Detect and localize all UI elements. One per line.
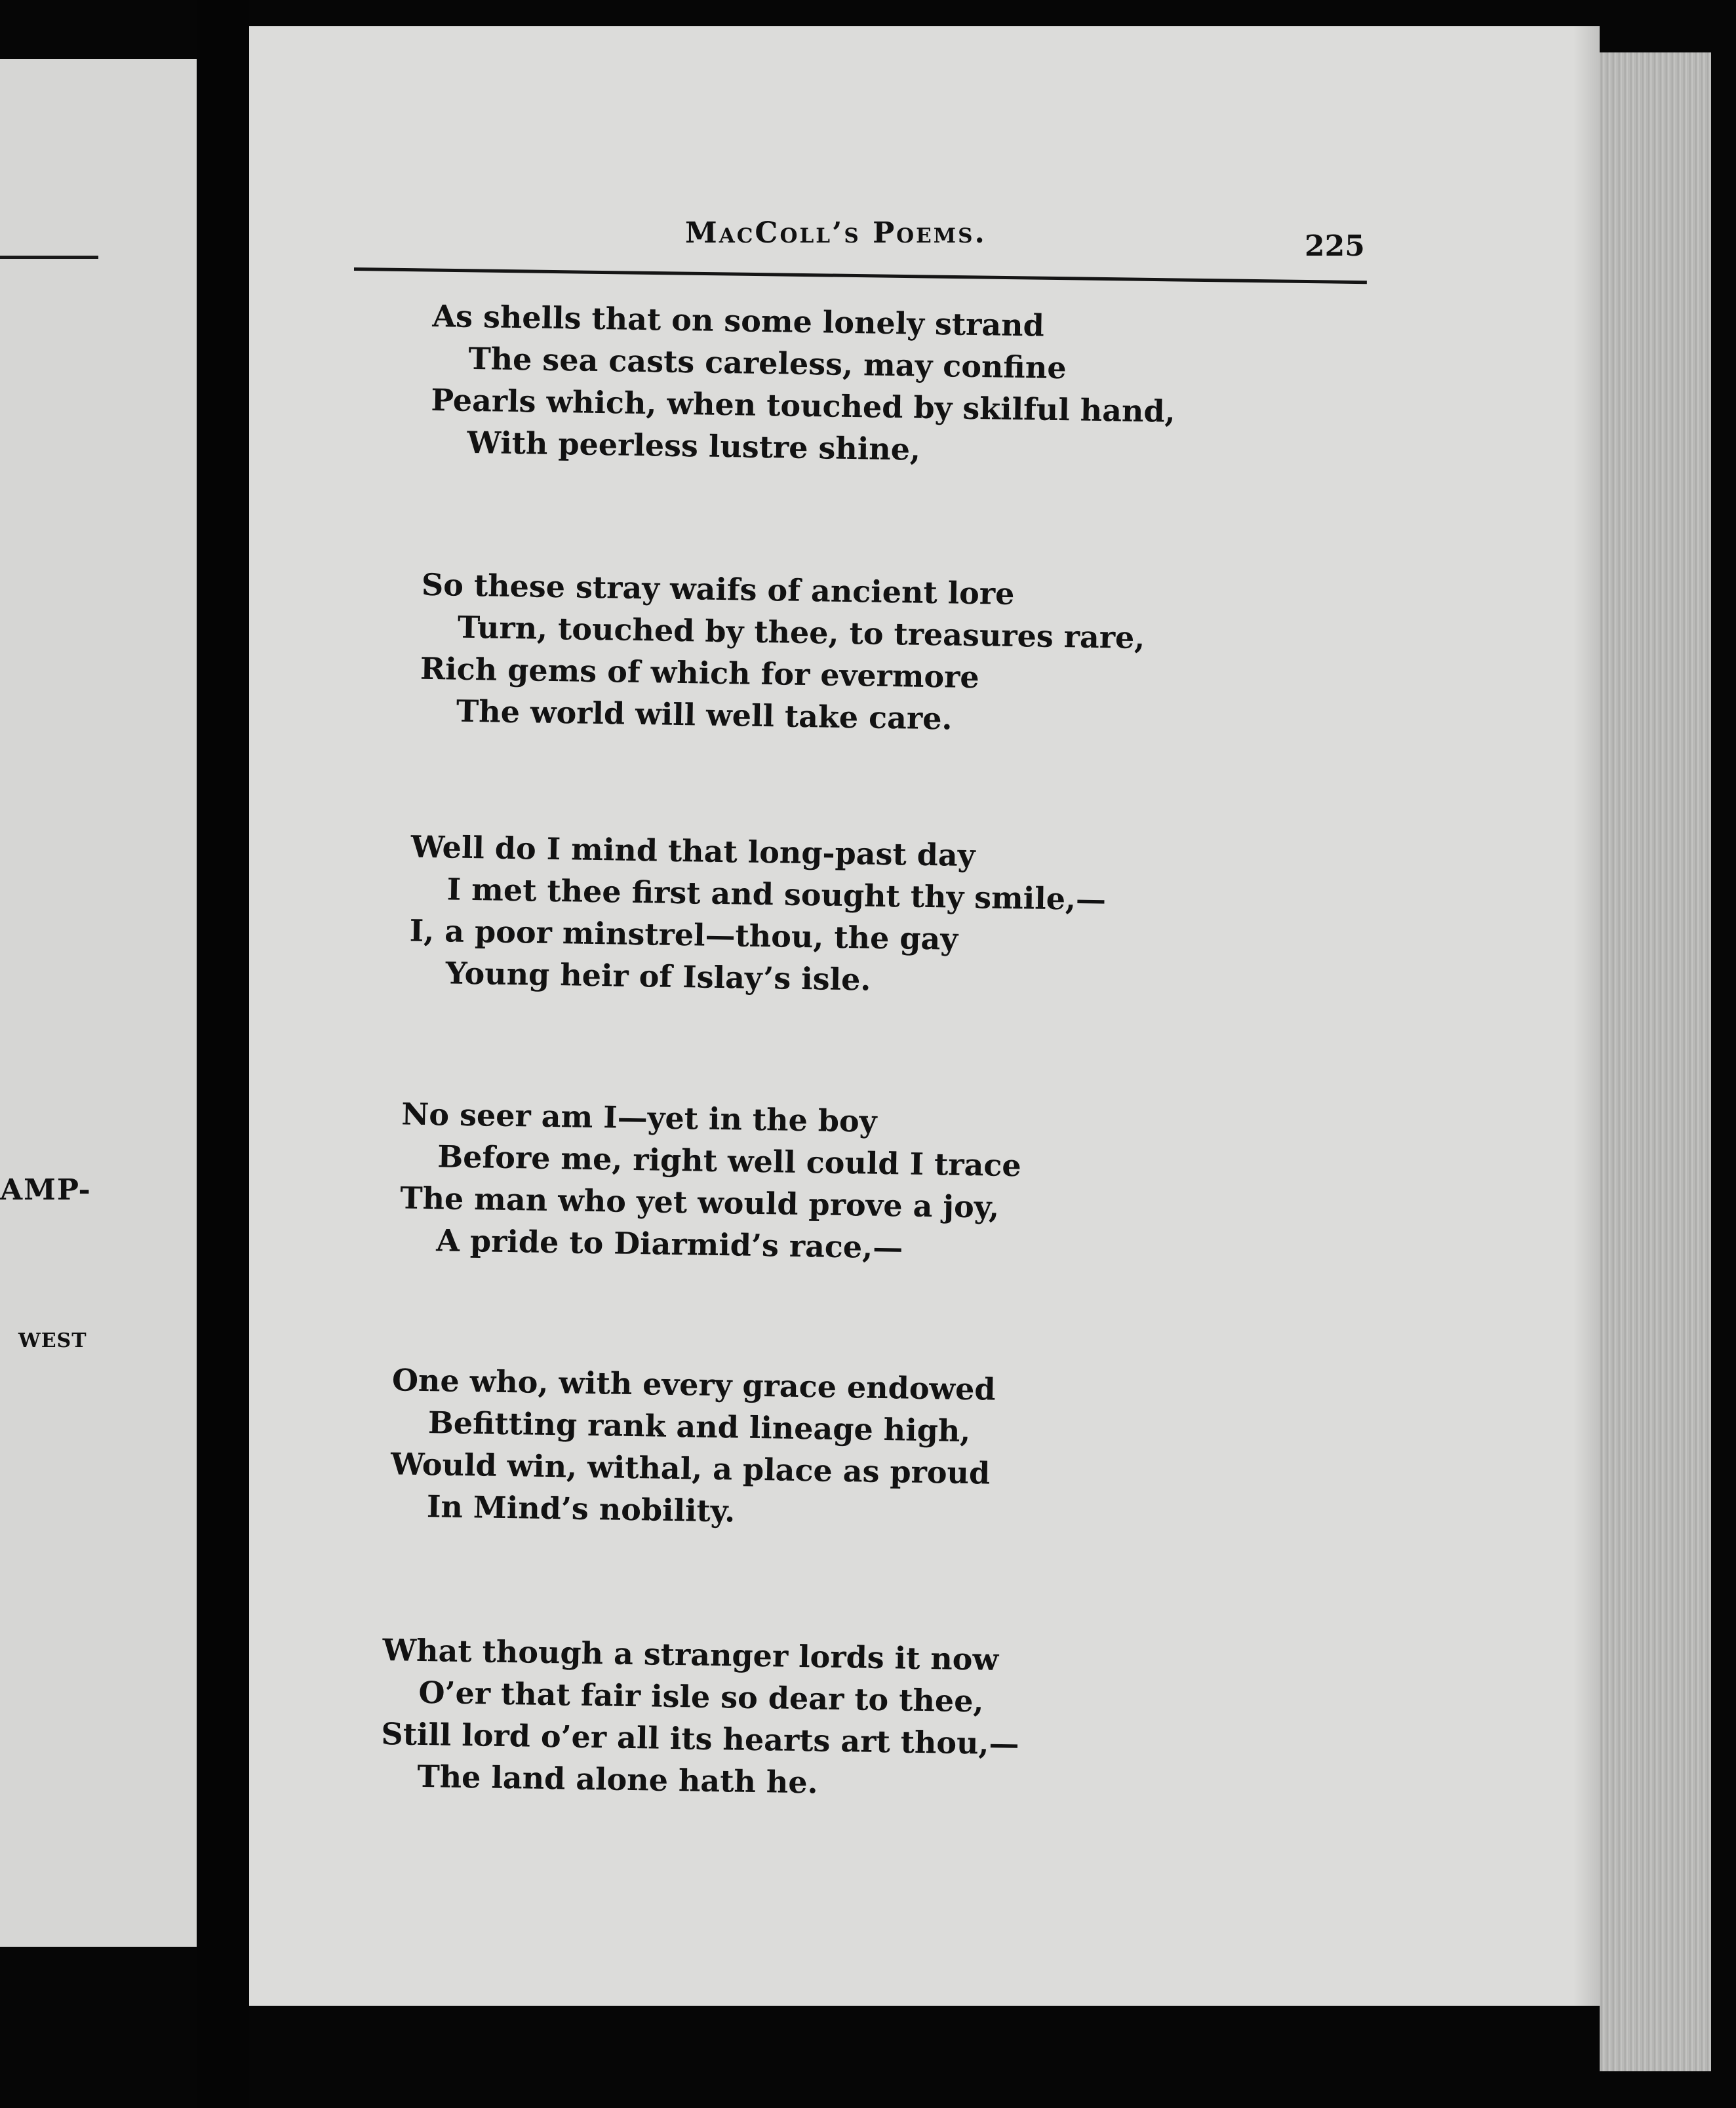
poem-line: Still lord o’er all its hearts art thou,— [381, 1716, 1019, 1762]
poem-line: I met thee first and sought thy smile,— [446, 871, 1107, 918]
poem-line: Pearls which, when touched by skilful hand, [431, 381, 1176, 429]
poem-line: O’er that fair isle so dear to thee, [418, 1674, 984, 1719]
stanza [420, 564, 1146, 743]
poem-line: So these stray waifs of ancient lore [421, 566, 1015, 612]
stanza [380, 1629, 1021, 1806]
poem-line: No seer am I—yet in the boy [401, 1096, 877, 1139]
poem-line: A pride to Diarmid’s race,— [435, 1222, 903, 1266]
poem-line: Befitting rank and lineage high, [427, 1405, 971, 1449]
left-page-rule [0, 256, 98, 259]
poem-line: Would win, withal, a place as proud [390, 1446, 991, 1491]
stanza [408, 826, 1107, 1005]
poem-line: One who, with every grace endowed [391, 1362, 996, 1407]
poem-line: I, a poor minstrel—thou, the gay [409, 912, 958, 957]
poem-line: The world will well take care. [456, 693, 953, 737]
left-page-text-fragment: WEST [18, 1329, 87, 1352]
poem-line: The sea casts careless, may confine [468, 340, 1067, 386]
poem-line: In Mind’s nobility. [426, 1489, 736, 1529]
stanza [430, 295, 1177, 475]
poem-line: The land alone hath he. [417, 1758, 819, 1801]
stanza [399, 1093, 1022, 1270]
poem-line: What though a stranger lords it now [382, 1632, 999, 1677]
poem-line: Turn, touched by thee, to treasures rare, [457, 609, 1145, 656]
poem-line: Rich gems of which for evermore [420, 650, 980, 695]
running-title: MacColl’s Poems. [685, 216, 987, 250]
book-gutter [197, 0, 249, 2108]
poem-line: With peerless lustre shine, [467, 424, 921, 467]
poem-line: Young heir of Islay’s isle. [445, 955, 871, 998]
page-edge-shadow [1573, 26, 1600, 2006]
page-number: 225 [1305, 229, 1365, 263]
poem-line: Well do I mind that long-past day [410, 829, 976, 874]
poem-line: As shells that on some lonely strand [432, 298, 1045, 343]
page-stack-edge [1600, 52, 1711, 2071]
poem-line: Before me, right well could I trace [437, 1139, 1022, 1184]
left-page [0, 59, 197, 1947]
poem-line: The man who yet would prove a joy, [399, 1180, 1000, 1225]
stanza [389, 1359, 996, 1536]
left-page-text-fragment: AMP- [0, 1173, 92, 1207]
